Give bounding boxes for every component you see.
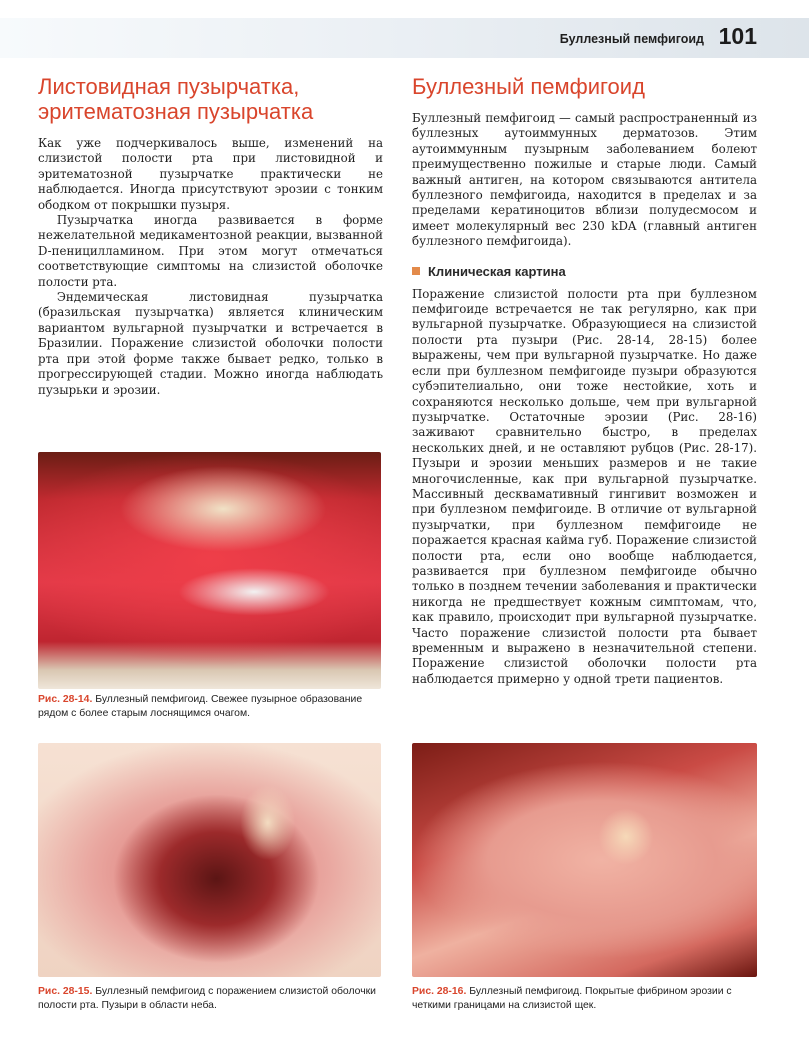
paragraph: Пузырчатка иногда развивается в форме нежелательной медикаментозной реакции, вызванной D-пеницилламином. При этом могут отмечаться соответствующие симптомы на слизистой оболочке полости рта. — [38, 213, 383, 289]
figure-28-14-photo — [38, 452, 381, 689]
caption-text: Буллезный пемфигоид с поражением слизистой оболочки полости рта. Пузыри в области неба. — [38, 986, 376, 1011]
running-title: Буллезный пемфигоид — [559, 32, 704, 46]
left-column — [38, 74, 383, 398]
caption-text: Буллезный пемфигоид. Свежее пузырное образование рядом с более старым лоснящимся очагом. — [38, 694, 363, 719]
section-heading-pemphigus-foliaceus — [38, 74, 383, 124]
figure-caption — [38, 985, 383, 1012]
paragraph: Как уже подчеркивалось выше, изменений на слизистой полости рта при листовидной и эритематозной пузырчатке практически не наблюдается. Иногда присутствуют эрозии с тонким ободком от покрышки пузыря. — [38, 136, 383, 212]
figure-28-15-photo — [38, 743, 381, 977]
intro-paragraph: Буллезный пемфигоид — самый распространенный из буллезных аутоиммунных дерматозов. Этим аутоиммунным пузырным заболеванием болеют преимущественно пожилые и старые люди. Самый важный антиген, на котором связываются антитела буллезного пемфигоида, находится в пределах и за пределами кератиноцитов вблизи полудесмосом и имеет молекулярный вес 230 kDA (главный антиген буллезного пемфигоида). — [412, 111, 757, 249]
square-bullet-icon — [412, 267, 420, 275]
right-column — [412, 74, 757, 687]
heading-line-1: Листовидная пузырчатка, — [38, 74, 300, 99]
body-paragraph: Поражение слизистой полости рта при буллезном пемфигоиде встречается не так регулярно, как при вульгарной пузырчатке. Образующиеся на слизистой полости рта пузыри (Рис. 28-14, 28-15) более выражены, чем при вульгарной пузырчатке. Но даже если при буллезном пемфигоиде пузыри образуются субэпителиально, они тоже нестойкие, хоть и сохраняются несколько дольше, чем при вульгарной пузырчатке. Остаточные эрозии (Рис. 28-16) заживают сравнительно быстро, в пределах нескольких дней, и не оставляют рубцов (Рис. 28-17). Пузыри и эрозии меньших размеров и не такие многочисленные, как при вульгарной пузырчатке. Массивный десквамативный гингивит возможен и при буллезном пемфигоиде. В отличие от вульгарной пузырчатки, при буллезном пемфигоиде не поражается красная кайма губ. Поражение слизистой полости рта, если оно вообще наблюдается, развивается при буллезном пемфигоиде обычно только в позднем течении заболевания и практически никогда не предшествует кожным симптомам, что, как правило, происходит при вульгарной пузырчатке. Часто поражение слизистой полости рта бывает временным и выражено в незначительной степени. Поражение слизистой оболочки полости рта наблюдается примерно у одной трети пациентов. — [412, 286, 757, 686]
page-number: 101 — [718, 23, 757, 49]
figure-caption — [412, 985, 757, 1012]
caption-text: Буллезный пемфигоид. Покрытые фибрином эрозии с четкими границами на слизистой щек. — [412, 986, 732, 1011]
figure-label: Рис. 28-15. — [38, 986, 93, 997]
section-heading-bullous-pemphigoid: Буллезный пемфигоид — [412, 74, 645, 99]
figure-label: Рис. 28-16. — [412, 986, 467, 997]
figure-label: Рис. 28-14. — [38, 694, 93, 705]
figure-caption — [38, 693, 383, 720]
figure-28-16-photo — [412, 743, 757, 977]
subheading-clinical-picture — [412, 264, 757, 279]
heading-line-2: эритематозная пузырчатка — [38, 99, 314, 124]
subheading-text: Клиническая картина — [428, 263, 566, 279]
paragraph: Эндемическая листовидная пузырчатка (бразильская пузырчатка) является клиническим вариантом вульгарной пузырчатки и встречается в Бразилии. Поражение слизистой оболочки полости рта при этой форме также бывает редко, только в прогрессирующей стадии. Можно иногда наблюдать пузырьки и эрозии. — [38, 290, 383, 397]
